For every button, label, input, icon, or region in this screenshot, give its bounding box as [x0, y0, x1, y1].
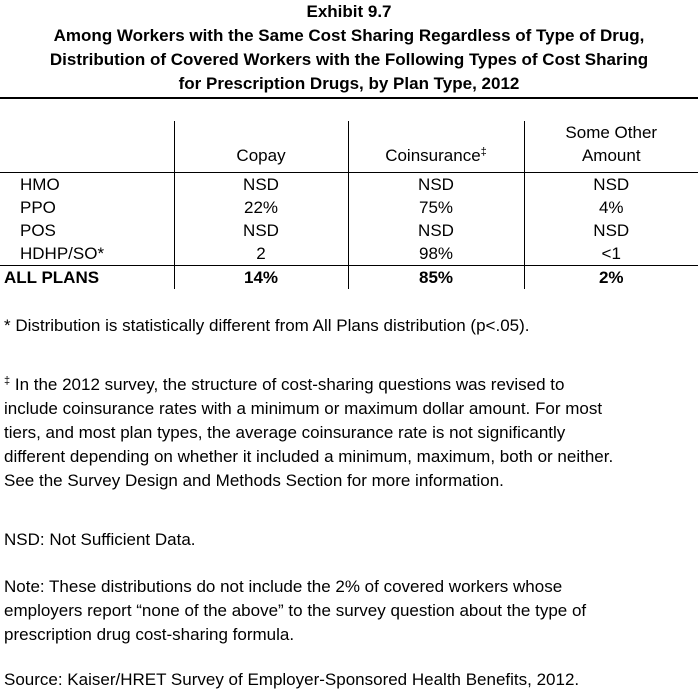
row-label: ALL PLANS	[0, 266, 174, 290]
header-copay: Copay	[174, 121, 348, 173]
table-header-row	[0, 121, 698, 173]
nsd-definition: NSD: Not Sufficient Data.	[4, 530, 196, 549]
title-line-4: for Prescription Drugs, by Plan Type, 2012	[178, 74, 520, 93]
survey-note-line-1-text: In the 2012 survey, the structure of cost-sharing questions was revised to	[10, 375, 565, 394]
table-row	[0, 173, 698, 197]
survey-note-line-3: tiers, and most plan types, the average coinsurance rate is not significantly	[4, 423, 566, 442]
header-other-line-2: Amount	[581, 146, 641, 165]
row-label: HMO	[20, 175, 60, 194]
significance-footnote: * Distribution is statistically different from All Plans distribution (p<.05).	[4, 316, 530, 335]
cell-copay: NSD	[174, 219, 348, 242]
survey-note-line-2: include coinsurance rates with a minimum or maximum dollar amount. For most	[4, 399, 603, 418]
note-line-1: Note: These distributions do not include the 2% of covered workers whose	[4, 577, 563, 596]
header-some-other-amount	[524, 121, 698, 173]
survey-note-line-4: different depending on whether it included a minimum, maximum, both or neither.	[4, 447, 614, 466]
survey-design-footnote	[4, 373, 694, 493]
header-coinsurance	[348, 121, 524, 173]
header-blank	[0, 121, 174, 173]
double-dagger-mark: ‡	[480, 146, 487, 158]
all-plans-row	[0, 266, 698, 290]
header-other-line-1: Some Other	[565, 123, 658, 142]
row-label: PPO	[20, 198, 56, 217]
survey-note-line-5: See the Survey Design and Methods Section for more information.	[4, 471, 504, 490]
exhibit-number: Exhibit 9.7	[306, 2, 392, 21]
cell-other: <1	[524, 242, 698, 266]
cell-copay: 2	[174, 242, 348, 266]
cell-coinsurance: 75%	[348, 196, 524, 219]
row-label: HDHP/SO*	[20, 244, 105, 263]
cell-copay: NSD	[174, 173, 348, 197]
header-coinsurance-label: Coinsurance	[385, 146, 481, 165]
cell-other: NSD	[524, 173, 698, 197]
survey-note-line-1	[4, 373, 694, 397]
distribution-note	[4, 575, 694, 647]
cell-copay: 14%	[174, 266, 348, 290]
distribution-table	[0, 121, 698, 289]
title-line-3: Distribution of Covered Workers with the Following Types of Cost Sharing	[49, 50, 649, 69]
cell-coinsurance: NSD	[348, 219, 524, 242]
cell-other: 2%	[524, 266, 698, 290]
note-line-3: prescription drug cost-sharing formula.	[4, 625, 295, 644]
note-line-2: employers report “none of the above” to the survey question about the type of	[4, 601, 587, 620]
row-label: POS	[20, 221, 56, 240]
cell-other: 4%	[524, 196, 698, 219]
table-row	[0, 196, 698, 219]
title-line-2: Among Workers with the Same Cost Sharing Regardless of Type of Drug,	[53, 26, 645, 45]
double-dagger-mark: ‡	[4, 375, 11, 387]
exhibit-title	[0, 0, 698, 96]
source-citation: Source: Kaiser/HRET Survey of Employer-Sponsored Health Benefits, 2012.	[4, 670, 580, 689]
cell-coinsurance: 85%	[348, 266, 524, 290]
cell-copay: 22%	[174, 196, 348, 219]
cell-other: NSD	[524, 219, 698, 242]
cell-coinsurance: NSD	[348, 173, 524, 197]
title-divider	[0, 97, 698, 99]
cell-coinsurance: 98%	[348, 242, 524, 266]
table-row	[0, 242, 698, 266]
table-row	[0, 219, 698, 242]
